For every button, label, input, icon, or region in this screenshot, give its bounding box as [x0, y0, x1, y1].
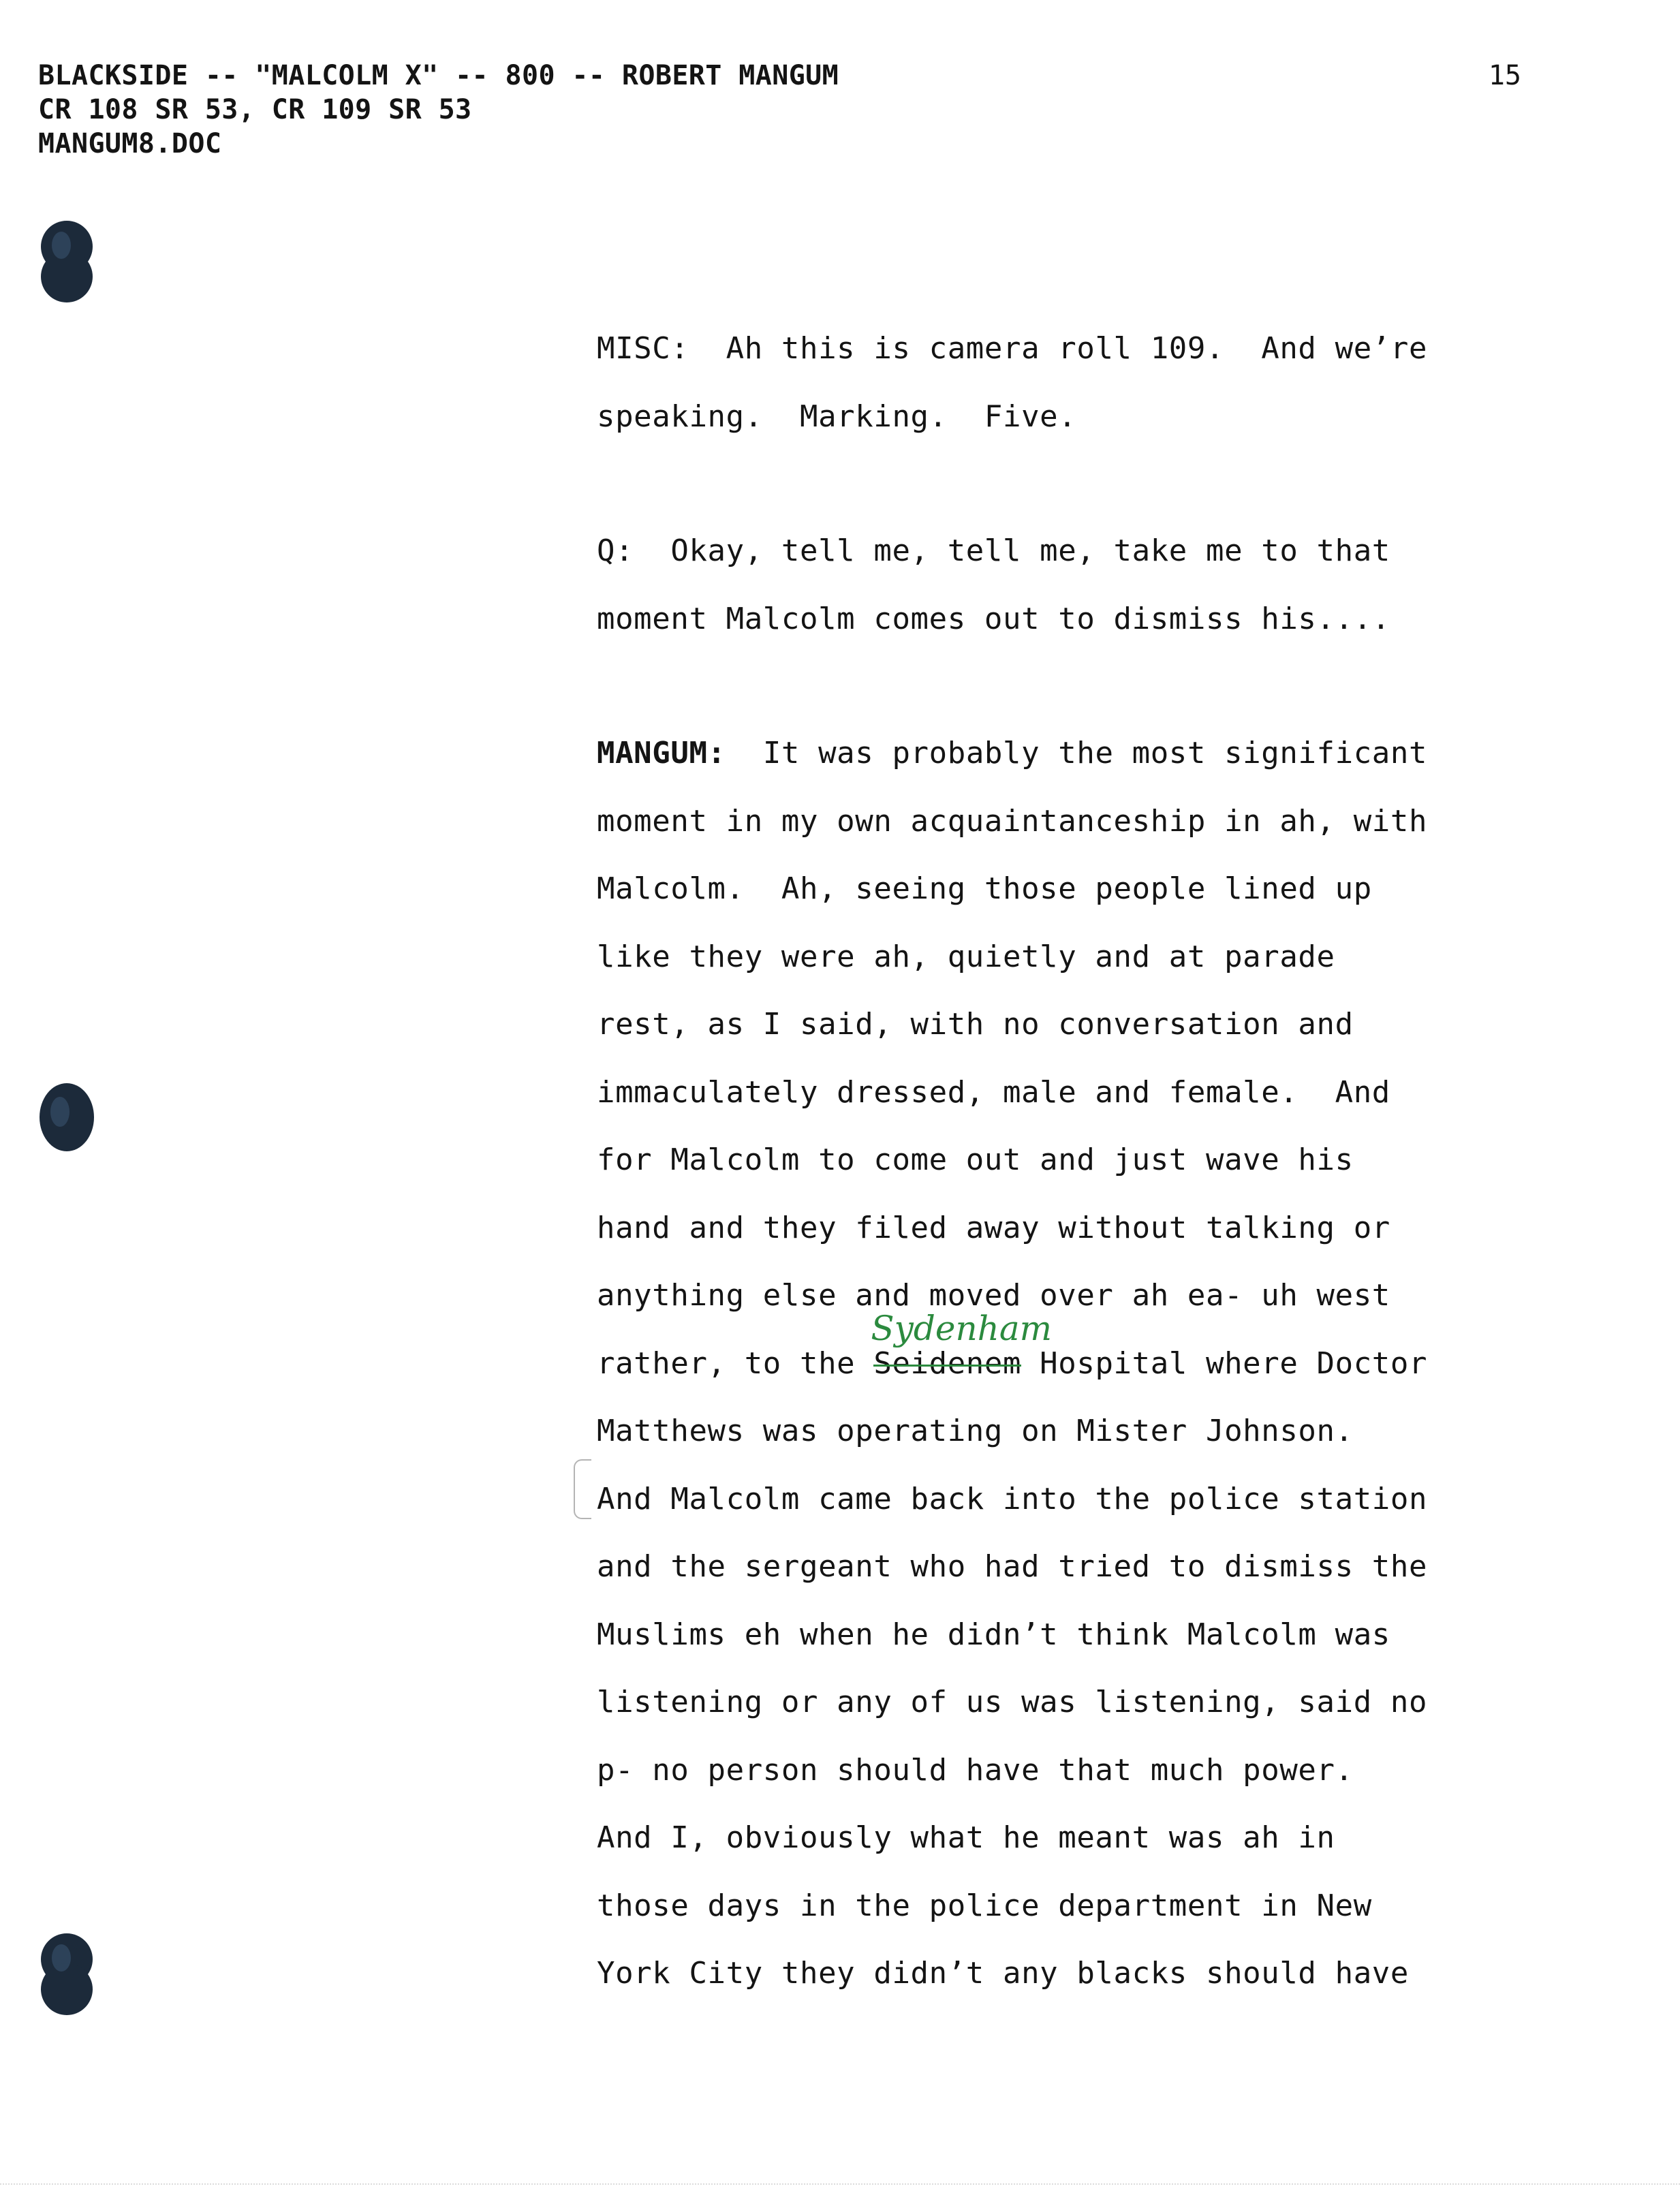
- scan-edge-line: [0, 2183, 1680, 2185]
- punch-hole-top: [38, 219, 95, 304]
- mangum-line: and the sergeant who had tried to dismiss the: [597, 1549, 1428, 1584]
- punch-hole-bottom: [38, 1932, 95, 2016]
- mangum-line: moment in my own acquaintanceship in ah, with: [597, 803, 1428, 839]
- transcript-body: [597, 322, 1537, 2014]
- mangum-line: And I, obviously what he meant was ah in: [597, 1820, 1335, 1855]
- speaker-label: MISC:: [597, 331, 689, 366]
- mangum-line: immaculately dressed, male and female. And: [597, 1074, 1390, 1110]
- mangum-line: those days in the police department in New: [597, 1888, 1372, 1923]
- mangum-line: Matthews was operating on Mister Johnson.: [597, 1414, 1354, 1448]
- misc-line-2: speaking. Marking. Five.: [597, 399, 1077, 434]
- header-filename: MANGUM8.DOC: [38, 128, 222, 159]
- mangum-line: listening or any of us was listening, said no: [597, 1685, 1428, 1719]
- mangum-line: hand and they filed away without talking or: [597, 1210, 1390, 1245]
- header-title: BLACKSIDE -- "MALCOLM X" -- 800 -- ROBERT MANGUM: [38, 60, 839, 91]
- struck-word: Seidenem Sydenham: [873, 1337, 1021, 1391]
- header-roll-info: CR 108 SR 53, CR 109 SR 53: [38, 94, 472, 125]
- mangum-line: anything else and moved over ah ea- uh west: [597, 1278, 1390, 1313]
- mangum-line: Malcolm. Ah, seeing those people lined up: [597, 871, 1372, 906]
- mangum-line: And Malcolm came back into the police station: [597, 1481, 1428, 1516]
- punch-hole-middle: [38, 1080, 95, 1154]
- misc-line-1: MISC: Ah this is camera roll 109. And we’re: [597, 331, 1428, 366]
- mangum-line: rest, as I said, with no conversation and: [597, 1007, 1354, 1042]
- mangum-line: Muslims eh when he didn’t think Malcolm was: [597, 1617, 1390, 1652]
- mangum-line-hospital: rather, to the Seidenem Sydenham Hospital where Doctor: [597, 1337, 1537, 1405]
- mangum-line: York City they didn’t any blacks should have: [597, 1956, 1409, 1991]
- mangum-line: for Malcolm to come out and just wave his: [597, 1142, 1354, 1177]
- page-number: 15: [1488, 60, 1521, 91]
- mangum-line: p- no person should have that much power.: [597, 1752, 1354, 1788]
- mangum-line-1: MANGUM: It was probably the most significant: [597, 736, 1428, 770]
- margin-bracket-mark: [574, 1459, 591, 1519]
- speaker-label: Q:: [597, 533, 634, 568]
- document-header: [38, 59, 839, 161]
- handwritten-correction: Sydenham: [871, 1308, 1053, 1348]
- question-line-2: moment Malcolm comes out to dismiss his....: [597, 601, 1390, 636]
- speaker-label: MANGUM:: [597, 736, 726, 770]
- mangum-line: like they were ah, quietly and at parade: [597, 939, 1335, 974]
- question-line-1: Q: Okay, tell me, tell me, take me to that: [597, 533, 1390, 568]
